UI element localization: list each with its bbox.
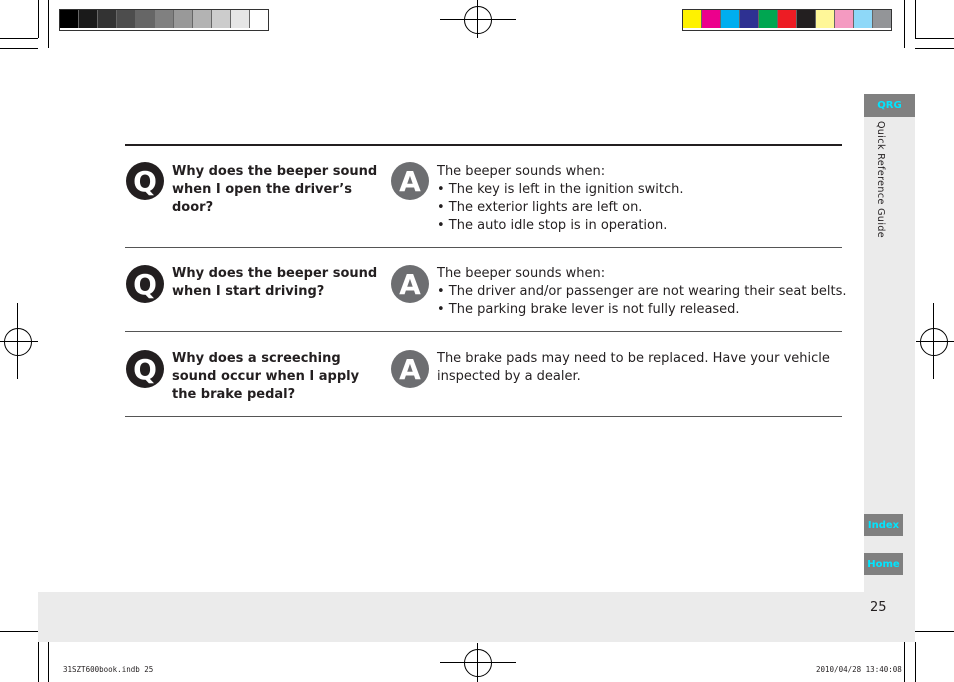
crop-mark — [904, 0, 905, 48]
crop-mark — [38, 642, 39, 682]
divider — [125, 144, 842, 146]
color-swatch — [98, 10, 117, 28]
grey-swatch-bar — [59, 9, 269, 31]
color-swatch — [740, 10, 759, 28]
answer-line: inspected by a dealer. — [437, 369, 581, 384]
divider — [125, 331, 842, 332]
registration-crosshair — [440, 19, 516, 20]
qrg-tab-label: QRG — [877, 100, 902, 111]
crop-mark — [915, 48, 954, 49]
answer-badge: A — [391, 265, 429, 303]
crop-mark — [48, 0, 49, 48]
footer-band — [38, 592, 915, 642]
registration-crosshair — [477, 0, 478, 38]
crop-mark — [915, 642, 916, 682]
section-label: Quick Reference Guide — [875, 121, 886, 239]
question-badge: Q — [126, 350, 164, 388]
registration-crosshair — [477, 643, 478, 682]
color-swatch — [250, 10, 268, 28]
color-swatch — [873, 10, 891, 28]
answer-line: • The parking brake lever is not fully released. — [437, 302, 740, 317]
color-swatch — [193, 10, 212, 28]
home-button-label: Home — [867, 558, 900, 570]
index-button[interactable] — [864, 514, 903, 536]
question-badge: Q — [126, 265, 164, 303]
crop-mark — [0, 38, 38, 39]
question-text: Why does the beeper sound when I open the driver’s door? — [172, 164, 378, 215]
answer-line: • The auto idle stop is in operation. — [437, 218, 668, 233]
color-swatch — [759, 10, 778, 28]
color-swatch — [136, 10, 155, 28]
color-swatch — [231, 10, 250, 28]
registration-mark — [464, 6, 492, 34]
registration-mark — [920, 328, 948, 356]
page-number: 25 — [870, 600, 887, 615]
color-swatch — [816, 10, 835, 28]
footer-file-info: 31SZT600book.indb 25 — [63, 665, 154, 674]
answer-line: • The exterior lights are left on. — [437, 200, 643, 215]
divider — [125, 247, 842, 248]
crop-mark — [0, 631, 38, 632]
registration-crosshair — [440, 662, 516, 663]
crop-mark — [915, 631, 954, 632]
color-swatch — [79, 10, 98, 28]
question-badge: Q — [126, 162, 164, 200]
crop-mark — [38, 0, 39, 38]
crop-mark — [0, 48, 38, 49]
registration-crosshair — [933, 303, 934, 379]
color-swatch — [778, 10, 797, 28]
registration-mark — [464, 649, 492, 677]
color-swatch — [155, 10, 174, 28]
color-swatch — [683, 10, 702, 28]
answer-badge: A — [391, 350, 429, 388]
index-button-label: Index — [867, 519, 900, 531]
color-swatch — [60, 10, 79, 28]
qrg-tab[interactable] — [864, 94, 915, 117]
home-button[interactable] — [864, 553, 903, 575]
answer-text — [437, 265, 847, 319]
registration-crosshair — [0, 341, 38, 342]
color-swatch — [117, 10, 136, 28]
answer-line: • The key is left in the ignition switch. — [437, 182, 684, 197]
answer-line: The brake pads may need to be replaced. Have your vehicle — [437, 351, 830, 366]
crop-mark — [915, 38, 954, 39]
color-swatch-bar — [682, 9, 892, 31]
answer-line: The beeper sounds when: — [437, 164, 606, 179]
color-swatch — [174, 10, 193, 28]
registration-crosshair — [17, 303, 18, 379]
color-swatch — [797, 10, 816, 28]
divider — [125, 416, 842, 417]
answer-text — [437, 350, 847, 386]
color-swatch — [854, 10, 873, 28]
color-swatch — [702, 10, 721, 28]
answer-line: The beeper sounds when: — [437, 266, 606, 281]
color-swatch — [835, 10, 854, 28]
answer-line: • The driver and/or passenger are not wearing their seat belts. — [437, 284, 847, 299]
question-text: Why does the beeper sound when I start driving? — [172, 266, 378, 299]
answer-badge: A — [391, 162, 429, 200]
color-swatch — [721, 10, 740, 28]
registration-crosshair — [916, 341, 954, 342]
question-text: Why does a screeching sound occur when I apply the brake pedal? — [172, 351, 360, 402]
crop-mark — [915, 0, 916, 38]
footer-timestamp: 2010/04/28 13:40:08 — [816, 665, 902, 674]
answer-text — [437, 163, 847, 235]
registration-mark — [4, 328, 32, 356]
color-swatch — [212, 10, 231, 28]
